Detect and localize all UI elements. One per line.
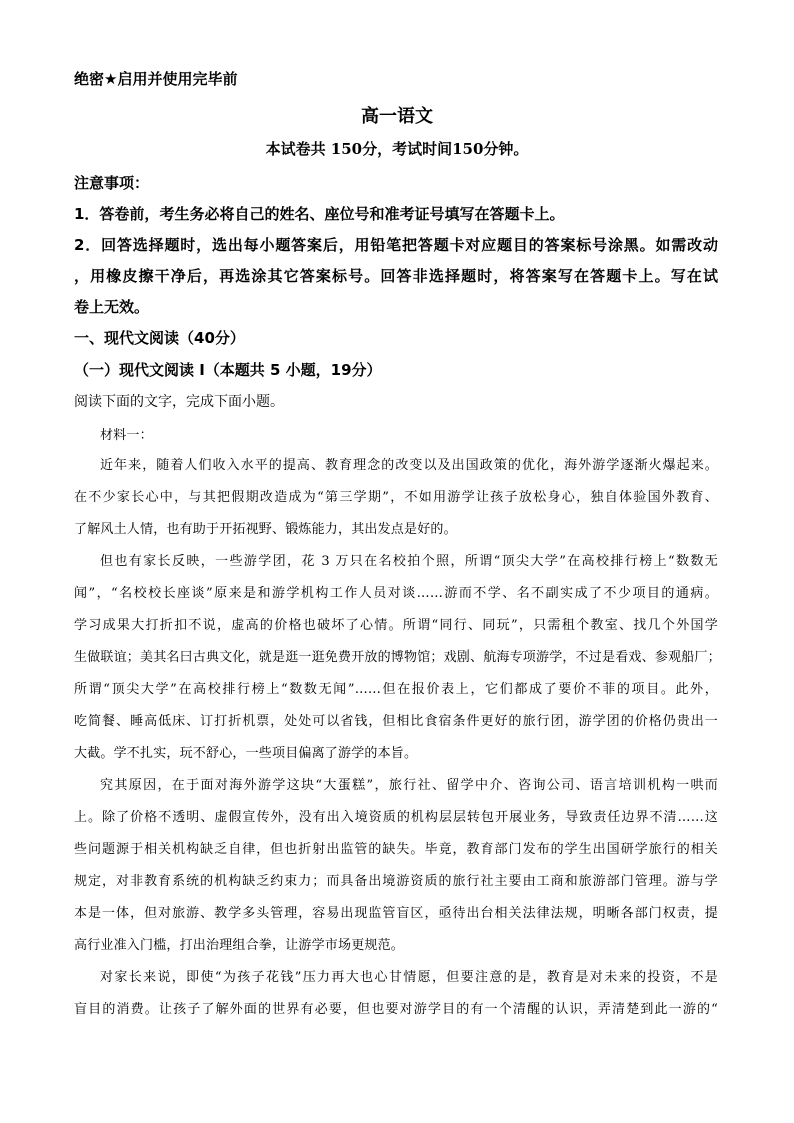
passage-line: 大截。学不扎实，玩不舒心，一些项目偏离了游学的本旨。	[74, 746, 418, 761]
page-title: 高一语文	[361, 106, 433, 127]
section-heading: 一、现代文阅读（40分）	[74, 329, 245, 347]
reading-instruction: 阅读下面的文字，完成下面小题。	[74, 394, 284, 410]
passage-line: 在不少家长心中，与其把假期改造成为“第三学期”，不如用游学让孩子放松身心，独自体验国外教育、	[74, 490, 718, 505]
notice-item-2-line-1: 2．回答选择题时，选出每小题答案后，用铅笔把答题卡对应题目的答案标号涂黑。如需改动	[74, 236, 718, 254]
passage-line: 高行业准入门槛，打出治理组合拳，让游学市场更规范。	[74, 938, 405, 953]
passage-line: 但也有家长反映，一些游学团，花 3 万只在名校拍个照，所谓“顶尖大学”在高校排行榜上“数数无	[100, 554, 718, 569]
notice-item-1: 1．答卷前，考生务必将自己的姓名、座位号和准考证号填写在答题卡上。	[74, 205, 565, 223]
passage-line: 盲目的消费。让孩子了解外面的世界有必要，但也要对游学目的有一个清醒的认识，弄清楚到此一游的“	[74, 1002, 718, 1017]
sub-section-heading: （一）现代文阅读 I（本题共 5 小题，19分）	[74, 361, 382, 379]
passage-line: 些问题源于相关机构缺乏自律，但也折射出监管的缺失。毕竟，教育部门发布的学生出国研学旅行的相关	[74, 842, 718, 857]
notice-heading: 注意事项：	[74, 174, 150, 192]
passage-line: 学习成果大打折扣不说，虚高的价格也破坏了心情。所谓“同行、同玩”，只需租个教室、找几个外国学	[74, 618, 718, 633]
confidential-mark: 绝密★启用并使用完毕前	[74, 70, 238, 88]
passage-line: 近年来，随着人们收入水平的提高、教育理念的改变以及出国政策的优化，海外游学逐渐火爆起来。	[100, 458, 718, 473]
passage-line: 了解风土人情，也有助于开拓视野、锻炼能力，其出发点是好的。	[74, 522, 457, 537]
passage-line: 闻”，“名校校长座谈”原来是和游学机构工作人员对谈……游而不学、名不副实成了不少项目的通病。	[74, 586, 718, 601]
material-label: 材料一：	[100, 428, 153, 443]
passage-line: 上。除了价格不透明、虚假宣传外，没有出入境资质的机构层层转包开展业务，导致责任边界不清……这	[74, 810, 718, 825]
passage-line: 吃简餐、睡高低床、订打折机票，处处可以省钱，但相比食宿条件更好的旅行团，游学团的价格仍贵出一	[74, 714, 718, 729]
passage-line: 所谓“顶尖大学”在高校排行榜上“数数无闻”……但在报价表上，它们都成了要价不菲的项目。此外，	[74, 682, 718, 697]
notice-item-2-line-2: ，用橡皮擦干净后，再选涂其它答案标号。回答非选择题时，将答案写在答题卡上。写在试	[74, 267, 718, 285]
passage-line: 对家长来说，即使“为孩子花钱”压力再大也心甘情愿，但要注意的是，教育是对未来的投资，不是	[100, 970, 718, 985]
passage-line: 本是一体，但对旅游、教学多头管理，容易出现监管盲区，亟待出台相关法律法规，明晰各部门权责，提	[74, 906, 718, 921]
exam-subtitle: 本试卷共 150分，考试时间150分钟。	[265, 140, 529, 158]
passage-line: 究其原因，在于面对海外游学这块“大蛋糕”，旅行社、留学中介、咨询公司、语言培训机构一哄而	[100, 778, 718, 793]
passage-line: 生做联谊；美其名曰古典文化，就是逛一逛免费开放的博物馆；戏剧、航海专项游学，不过是看戏、参观船厂；	[74, 650, 721, 665]
notice-item-2-line-3: 卷上无效。	[74, 298, 150, 316]
passage-line: 规定，对非教育系统的机构缺乏约束力；而具备出境游资质的旅行社主要由工商和旅游部门管理。游与学	[74, 874, 718, 889]
